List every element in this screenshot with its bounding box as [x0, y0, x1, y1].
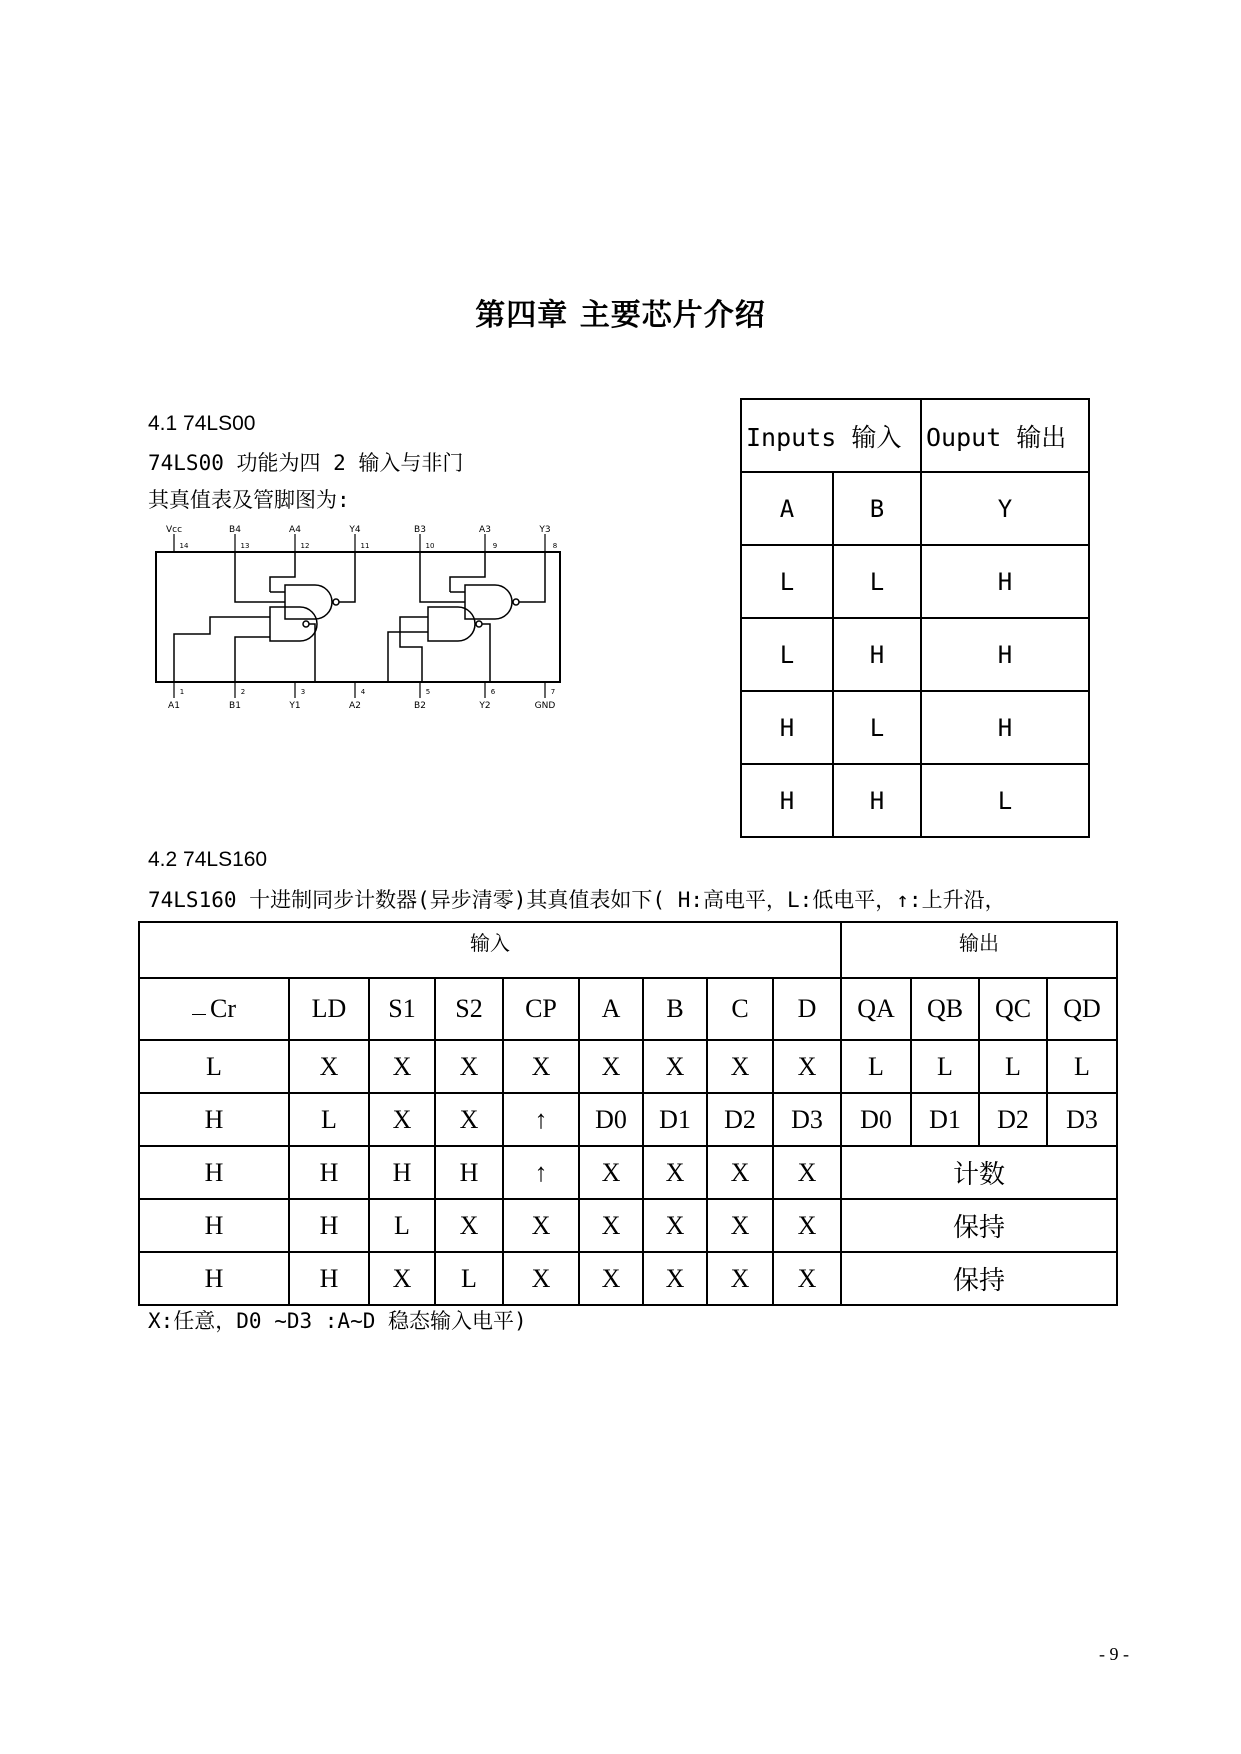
column-header: B	[643, 978, 707, 1040]
table-cell: H	[369, 1146, 435, 1199]
nand-bubble-1	[333, 599, 339, 605]
table-cell: L	[435, 1252, 503, 1305]
overline-mark	[192, 1014, 206, 1015]
table-row	[741, 545, 1089, 618]
inputs-header: Inputs 输入	[741, 399, 921, 472]
table-cell: ↑	[503, 1146, 579, 1199]
section-heading-74ls00: 4.1 74LS00	[148, 412, 256, 435]
pin-label: A1	[168, 701, 180, 711]
page-number: - 9 -	[1099, 1644, 1129, 1664]
nand-gate-4	[428, 607, 475, 641]
column-header: LD	[289, 978, 369, 1040]
table-cell: X	[643, 1146, 707, 1199]
pin-number: 5	[425, 688, 431, 696]
table-row	[139, 1040, 1117, 1093]
table-cell: H	[741, 691, 833, 764]
74ls160-truth-table	[138, 921, 1118, 1306]
table-footnote: X:任意，D0 ~D3 :A~D 稳态输入电平)	[148, 1309, 527, 1333]
pin-number: 2	[240, 688, 246, 696]
table-cell: D3	[1047, 1093, 1117, 1146]
table-cell: L	[1047, 1040, 1117, 1093]
table-cell: D1	[911, 1093, 979, 1146]
nand-bubble-3	[303, 621, 309, 627]
table-cell: X	[435, 1040, 503, 1093]
column-header: A	[741, 472, 833, 545]
pin-label: A2	[349, 701, 361, 711]
column-label: Cr	[210, 994, 236, 1023]
table-cell: D2	[707, 1093, 773, 1146]
table-cell: D0	[841, 1093, 911, 1146]
table-cell: L	[911, 1040, 979, 1093]
pin-number: 11	[360, 542, 370, 550]
table-row	[741, 764, 1089, 837]
nand-gate-1	[285, 585, 332, 619]
pin-label: A3	[479, 525, 491, 535]
section-heading-74ls160: 4.2 74LS160	[148, 848, 268, 871]
nand-bubble-2	[513, 599, 519, 605]
table-cell: L	[741, 545, 833, 618]
table-cell: H	[289, 1199, 369, 1252]
column-header: CP	[503, 978, 579, 1040]
table-cell: X	[707, 1146, 773, 1199]
table-cell: H	[139, 1093, 289, 1146]
column-header: S1	[369, 978, 435, 1040]
pin-labels-bottom	[168, 682, 555, 711]
column-header: QD	[1047, 978, 1117, 1040]
table-cell: D0	[579, 1093, 643, 1146]
table-cell: X	[579, 1040, 643, 1093]
table-cell: H	[139, 1252, 289, 1305]
pin-number: 6	[490, 688, 496, 696]
table-cell: X	[435, 1093, 503, 1146]
table-cell: H	[289, 1146, 369, 1199]
table-cell: L	[833, 545, 921, 618]
table-cell: X	[503, 1040, 579, 1093]
74ls00-truth-table	[740, 398, 1090, 838]
column-header: QA	[841, 978, 911, 1040]
section-74ls00-caption: 其真值表及管脚图为:	[148, 488, 350, 512]
table-cell: H	[921, 545, 1089, 618]
table-cell: H	[833, 764, 921, 837]
table-cell: X	[643, 1252, 707, 1305]
pin-label: Y4	[349, 525, 361, 535]
pin-number: 4	[360, 688, 366, 696]
pin-label: B1	[229, 701, 241, 711]
table-cell: H	[921, 618, 1089, 691]
pin-number: 14	[179, 542, 189, 550]
table-cell: X	[773, 1252, 841, 1305]
column-header: Y	[921, 472, 1089, 545]
pin-number: 3	[300, 688, 306, 696]
pin-label: Y3	[539, 525, 551, 535]
column-header: D	[773, 978, 841, 1040]
pin-label: Y2	[479, 701, 491, 711]
nand-bubble-4	[476, 621, 482, 627]
column-header: B	[833, 472, 921, 545]
pin-number: 10	[425, 542, 435, 550]
table-cell: 计数	[841, 1146, 1117, 1199]
table-cell: X	[503, 1252, 579, 1305]
table-row	[139, 1093, 1117, 1146]
column-header-cr	[139, 978, 289, 1040]
table-cell: X	[579, 1146, 643, 1199]
column-header: QB	[911, 978, 979, 1040]
column-header: A	[579, 978, 643, 1040]
table-cell: 保持	[841, 1252, 1117, 1305]
pin-number: 12	[300, 542, 310, 550]
column-header: C	[707, 978, 773, 1040]
table-cell: L	[921, 764, 1089, 837]
table-cell: H	[741, 764, 833, 837]
pin-label: B3	[414, 525, 426, 535]
table-cell: D3	[773, 1093, 841, 1146]
section-74ls160-description: 74LS160 十进制同步计数器(异步清零)其真值表如下( H:高电平，L:低电平，↑:上升沿，	[148, 888, 1006, 912]
pin-label: GND	[534, 701, 556, 711]
pin-number: 9	[492, 542, 498, 550]
table-cell: X	[707, 1252, 773, 1305]
pin-label: Vcc	[165, 525, 183, 535]
table-cell: X	[773, 1146, 841, 1199]
table-cell: H	[139, 1199, 289, 1252]
table-cell: H	[139, 1146, 289, 1199]
column-header: S2	[435, 978, 503, 1040]
pin-number: 8	[552, 542, 558, 550]
table-cell: 保持	[841, 1199, 1117, 1252]
table-cell: H	[921, 691, 1089, 764]
table-cell: L	[841, 1040, 911, 1093]
table-cell: X	[643, 1199, 707, 1252]
table-cell: L	[979, 1040, 1047, 1093]
table-cell: X	[579, 1252, 643, 1305]
table-cell: L	[139, 1040, 289, 1093]
table-row	[139, 1252, 1117, 1305]
table-cell: X	[579, 1199, 643, 1252]
table-cell: D1	[643, 1093, 707, 1146]
table-cell: L	[833, 691, 921, 764]
pin-label: B2	[414, 701, 426, 711]
table-row	[741, 691, 1089, 764]
outputs-header: 输出	[841, 922, 1117, 978]
pin-label: Y1	[289, 701, 301, 711]
table-cell: L	[741, 618, 833, 691]
table-row	[741, 618, 1089, 691]
table-cell: X	[707, 1040, 773, 1093]
section-74ls00-description: 74LS00 功能为四 2 输入与非门	[148, 451, 464, 475]
table-cell: H	[833, 618, 921, 691]
table-cell: X	[289, 1040, 369, 1093]
pin-number: 1	[179, 688, 185, 696]
table-cell: X	[503, 1199, 579, 1252]
column-header: QC	[979, 978, 1047, 1040]
inputs-header: 输入	[139, 922, 841, 978]
pin-label: A4	[289, 525, 301, 535]
table-cell: L	[289, 1093, 369, 1146]
table-cell: X	[773, 1199, 841, 1252]
table-cell: X	[707, 1199, 773, 1252]
table-cell: D2	[979, 1093, 1047, 1146]
table-cell: ↑	[503, 1093, 579, 1146]
table-cell: X	[773, 1040, 841, 1093]
table-cell: H	[435, 1146, 503, 1199]
chapter-title: 第四章 主要芯片介绍	[475, 298, 766, 333]
table-cell: X	[435, 1199, 503, 1252]
pin-label: B4	[229, 525, 241, 535]
74ls00-pin-diagram	[150, 522, 570, 712]
table-cell: X	[369, 1040, 435, 1093]
table-row	[139, 1146, 1117, 1199]
table-cell: L	[369, 1199, 435, 1252]
table-cell: H	[289, 1252, 369, 1305]
table-cell: X	[643, 1040, 707, 1093]
output-header: Ouput 输出	[921, 399, 1089, 472]
pin-number: 13	[240, 542, 250, 550]
gate-wiring	[174, 552, 545, 682]
table-cell: X	[369, 1093, 435, 1146]
pin-number: 7	[550, 688, 556, 696]
table-cell: X	[369, 1252, 435, 1305]
table-row	[139, 1199, 1117, 1252]
pin-labels-top	[166, 525, 557, 552]
